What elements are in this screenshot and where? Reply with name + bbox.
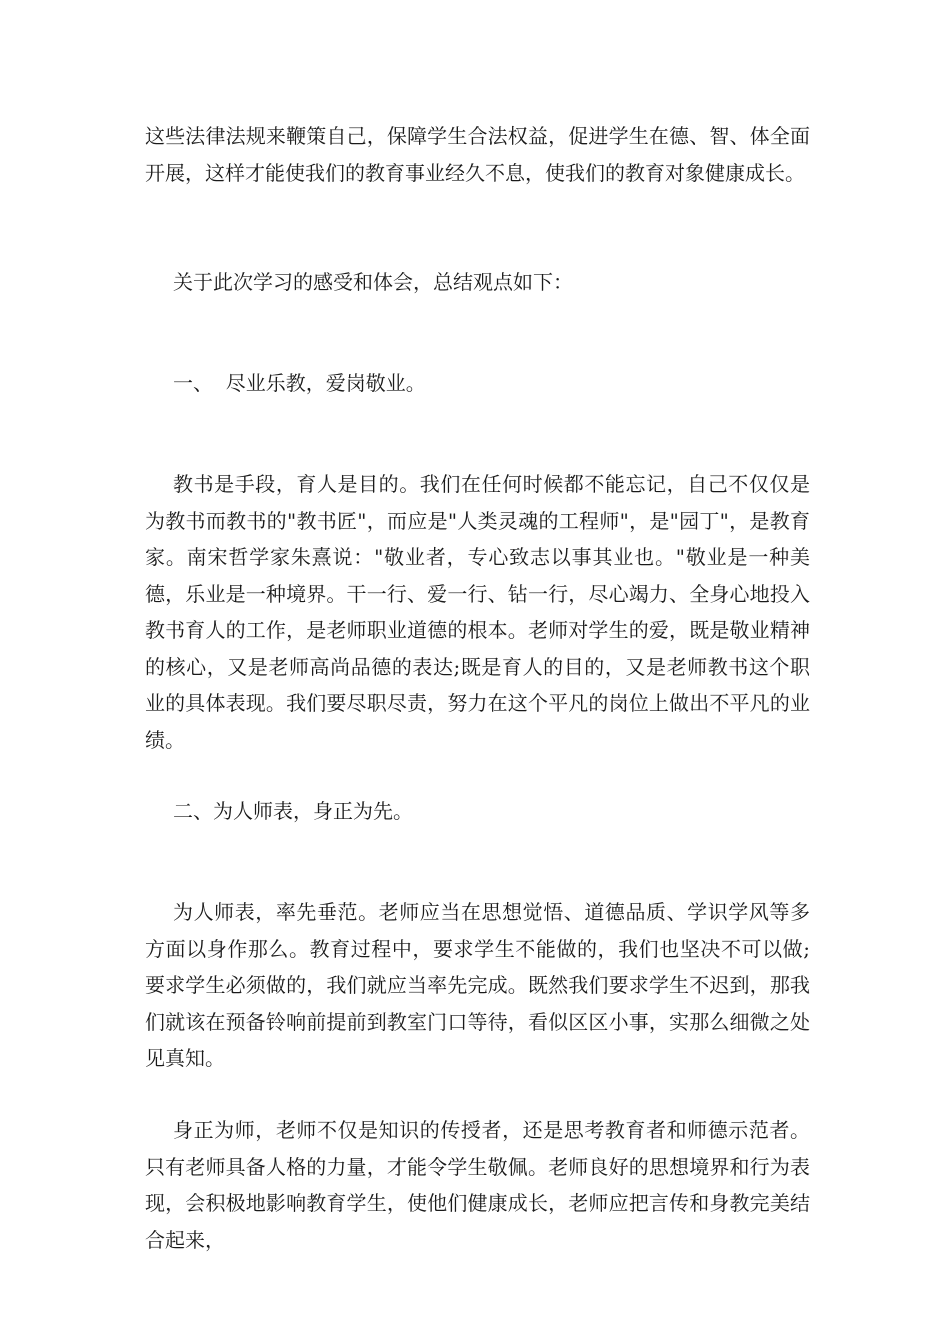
paragraph-section-1-body: 教书是手段，育人是目的。我们在任何时候都不能忘记，自己不仅仅是为教书而教书的"教书匠"，而应是"人类灵魂的工程师"，是"园丁"，是教育家。南宋哲学家朱熹说："敬业者，专心致志以事其业也。"敬业是一种美德，乐业是一种境界。干一行、爱一行、钻一行，尽心竭力、全身心地投入教书育人的工作，是老师职业道德的根本。老师对学生的爱，既是敬业精神的核心，又是老师高尚品德的表达;既是育人的目的，又是老师教书这个职业的具体表现。我们要尽职尽责，努力在这个平凡的岗位上做出不平凡的业绩。 xyxy=(145,472,810,752)
paragraph-intro: 关于此次学习的感受和体会，总结观点如下： xyxy=(173,270,573,294)
paragraph-continuation: 这些法律法规来鞭策自己，保障学生合法权益，促进学生在德、智、体全面开展，这样才能使我们的教育事业经久不息，使我们的教育对象健康成长。 xyxy=(145,124,810,185)
paragraph-section-2-body-2: 身正为师，老师不仅是知识的传授者，还是思考教育者和师德示范者。只有老师具备人格的力量，才能令学生敬佩。老师良好的思想境界和行为表现，会积极地影响教育学生，使他们健康成长，老师应把言传和身教完美结合起来， xyxy=(145,1118,810,1252)
paragraph-section-2-body-1: 为人师表，率先垂范。老师应当在思想觉悟、道德品质、学识学风等多方面以身作那么。教育过程中，要求学生不能做的，我们也坚决不可以做;要求学生必须做的，我们就应当率先完成。既然我们要求学生不迟到，那我们就该在预备铃响前提前到教室门口等待，看似区区小事，实那么细微之处见真知。 xyxy=(145,900,810,1070)
section-heading-1: 一、 尽业乐教，爱岗敬业。 xyxy=(173,371,426,395)
section-heading-2: 二、为人师表，身正为先。 xyxy=(173,799,413,823)
